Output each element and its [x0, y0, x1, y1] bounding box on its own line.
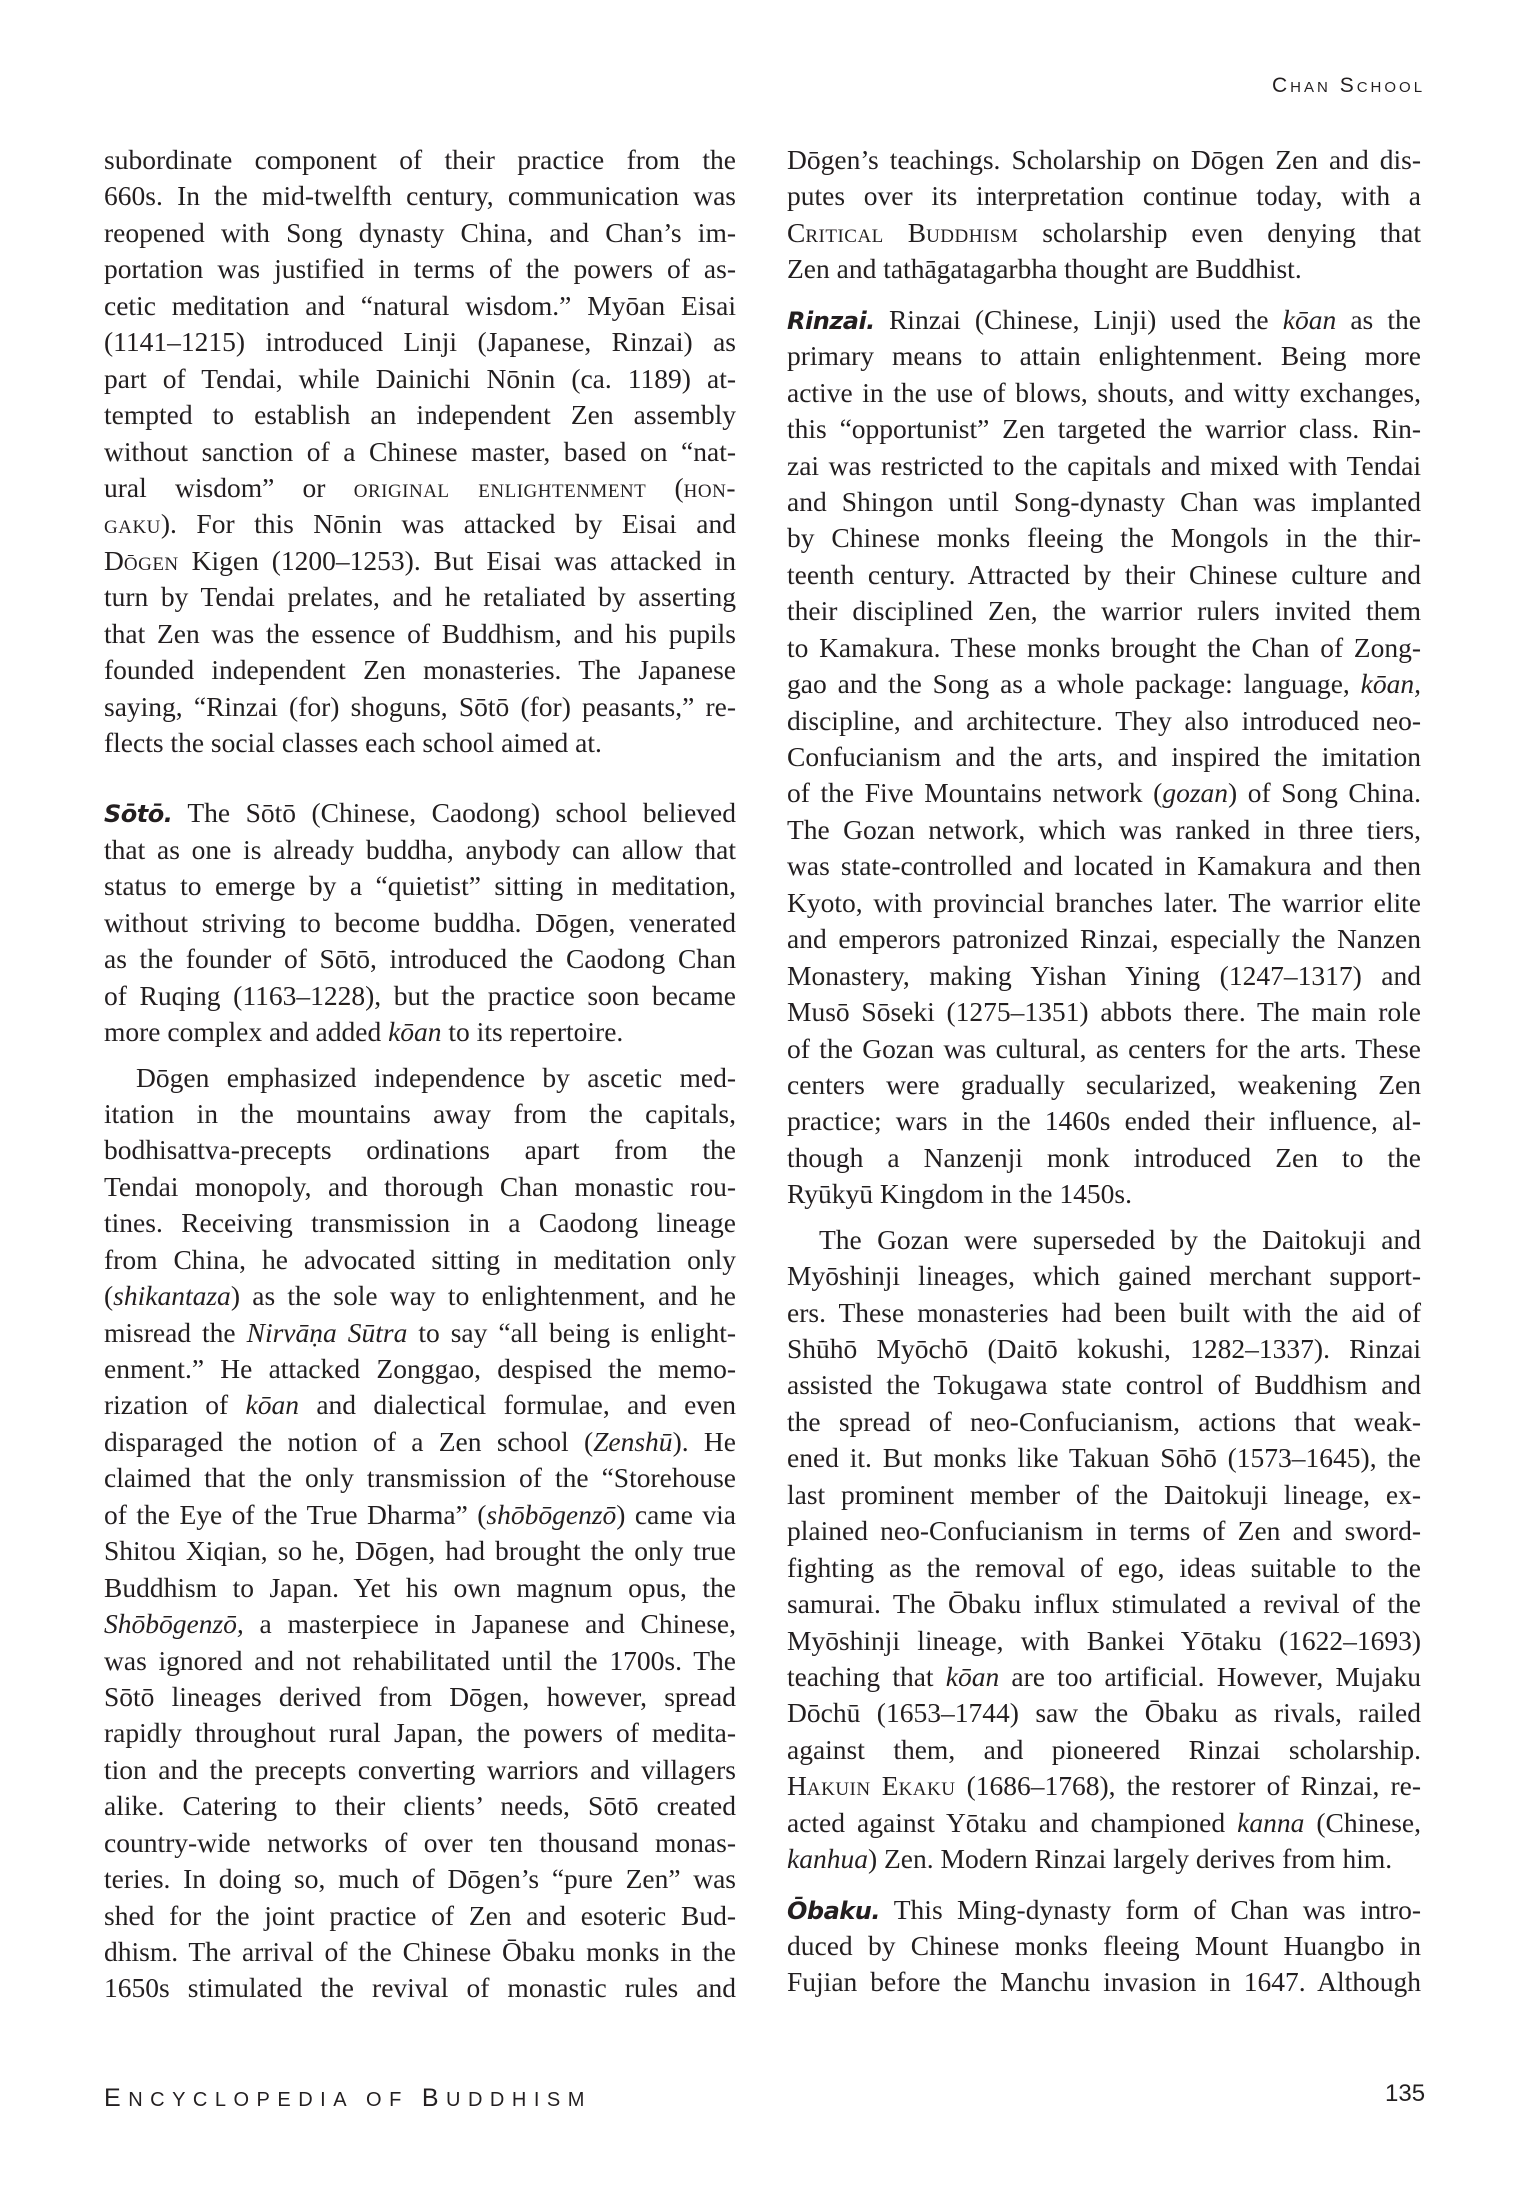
text-line — [104, 1460, 736, 1496]
text-run: tines. Receiving transmission in a Caodong lineage — [104, 1207, 736, 1239]
text-line — [104, 178, 736, 214]
left-column — [104, 142, 736, 2007]
text-line — [787, 1440, 1421, 1476]
paragraph-spacer — [104, 761, 736, 795]
text-run: Confucianism and the arts, and inspired the imitation — [787, 741, 1421, 772]
footer-book-title — [104, 2084, 592, 2113]
section-heading: Sōtō. — [104, 800, 173, 829]
text-line — [104, 288, 736, 324]
italic-term: gozan — [1162, 777, 1229, 809]
text-run: Myōshinji lineages, which gained merchant support- — [787, 1260, 1421, 1292]
section-rinzai — [787, 302, 1421, 1213]
text-run: dhism. The arrival of the Chinese Ōbaku monks in the — [104, 1936, 736, 1967]
text-run: though a Nanzenji monk introduced Zen to the — [787, 1141, 1421, 1173]
text-line — [787, 1513, 1421, 1549]
text-line — [787, 178, 1421, 214]
text-run: more complex and added — [104, 1016, 389, 1048]
text-run: to Kamakura. These monks brought the Chan of Zong- — [787, 631, 1421, 663]
text-run: was state-controlled and located in Kamakura and then — [787, 850, 1421, 882]
text-line — [787, 375, 1421, 411]
paragraph-spacer — [787, 1213, 1421, 1222]
text-run: Shūhō Myōchō (Daitō kokushi, 1282–1337). Rinzai — [787, 1333, 1421, 1364]
text-line — [104, 1387, 736, 1423]
text-run: shed for the joint practice of Zen and esoteric Bud- — [104, 1899, 736, 1931]
text-line — [787, 1695, 1421, 1731]
footer-title-rest: NCYCLOPEDIA — [128, 2089, 353, 2111]
text-run: Dōgen’s teachings. Scholarship on Dōgen Zen and dis- — [787, 144, 1421, 175]
text-line — [104, 1715, 736, 1751]
italic-term: kanhua — [787, 1843, 868, 1875]
text-line — [104, 1679, 736, 1715]
text-run: Dōchū (1653–1744) saw the Ōbaku as rivals, railed — [787, 1697, 1421, 1729]
text-line — [787, 1586, 1421, 1622]
italic-term: shōbōgenzō — [486, 1498, 617, 1530]
text-run: D — [104, 544, 124, 576]
text-run: ( — [104, 1280, 114, 1312]
text-line — [787, 1928, 1421, 1964]
text-line — [787, 1805, 1421, 1841]
text-run: Kigen (1200–1253). But Eisai was attacked in — [178, 544, 736, 576]
text-run: turn by Tendai prelates, and he retaliated by asserting — [104, 581, 736, 613]
text-run: (Chinese, — [1304, 1806, 1421, 1838]
text-run: The Gozan network, which was ranked in three tiers, — [787, 813, 1421, 845]
text-line — [104, 1970, 736, 2006]
text-run: to its repertoire. — [441, 1016, 624, 1048]
text-run: of the Five Mountains network ( — [787, 777, 1163, 809]
text-line — [787, 1892, 1421, 1928]
text-run: Zen and tathāgatagarbha thought are Buddhist. — [787, 253, 1302, 285]
text-run: ). For this Nōnin was attacked by Eisai and — [160, 508, 736, 540]
text-run: acted against Yōtaku and championed — [787, 1806, 1238, 1838]
text-line — [104, 1315, 736, 1351]
text-line — [787, 1623, 1421, 1659]
text-line — [104, 251, 736, 287]
text-run: alike. Catering to their clients’ needs, Sōtō created — [104, 1790, 736, 1822]
text-run: scholarship even denying that — [1018, 216, 1421, 248]
text-line — [787, 885, 1421, 921]
text-run: Buddhism to Japan. Yet his own magnum opus, the — [104, 1571, 736, 1603]
cross-reference: uddhism — [926, 216, 1019, 248]
text-run: Fujian before the Manchu invasion in 1647. Although — [787, 1966, 1421, 1998]
running-head-word: School — [1339, 74, 1426, 97]
text-run: claimed that the only transmission of the “Storehouse — [104, 1462, 736, 1494]
text-run: cetic meditation and “natural wisdom.” Myōan Eisai — [104, 289, 736, 321]
text-line — [104, 1278, 736, 1314]
text-run: ers. These monasteries had been built with the aid of — [787, 1296, 1421, 1328]
text-line — [787, 666, 1421, 702]
text-line — [104, 470, 736, 506]
text-line — [787, 302, 1421, 338]
text-line — [787, 958, 1421, 994]
text-run: ural wisdom” or — [104, 471, 354, 503]
text-run: reopened with Song dynasty China, and Chan’s im- — [104, 216, 736, 248]
text-run: centers were gradually secularized, weakening Zen — [787, 1068, 1421, 1100]
text-line — [787, 448, 1421, 484]
text-run: C — [787, 216, 806, 248]
text-line — [787, 1477, 1421, 1513]
italic-term: Nirvāṇa Sūtra — [246, 1316, 408, 1348]
text-line — [787, 630, 1421, 666]
text-line — [104, 1351, 736, 1387]
text-line — [104, 1424, 736, 1460]
text-run: country-wide networks of over ten thousand monas- — [104, 1826, 736, 1858]
text-run: teaching that — [787, 1660, 946, 1692]
text-line — [787, 1732, 1421, 1768]
text-line — [787, 557, 1421, 593]
italic-term: Zenshū — [593, 1425, 673, 1457]
text-run: Kyoto, with provincial branches later. The warrior elite — [787, 886, 1421, 918]
text-run: subordinate component of their practice from the — [104, 144, 736, 175]
text-line — [787, 848, 1421, 884]
text-line — [104, 1570, 736, 1606]
text-run: that as one is already buddha, anybody can allow that — [104, 833, 736, 865]
text-line — [104, 1643, 736, 1679]
text-run: ) came via — [616, 1498, 736, 1530]
italic-term: kōan — [245, 1389, 299, 1421]
text-line — [104, 1014, 736, 1050]
text-run: (1686–1768), the restorer of Rinzai, re- — [955, 1770, 1421, 1802]
text-run: without striving to become buddha. Dōgen, venerated — [104, 906, 736, 938]
text-run: last prominent member of the Daitokuji lineage, ex- — [787, 1478, 1421, 1510]
text-run: ened it. But monks like Takuan Sōhō (1573–1645), the — [787, 1442, 1421, 1474]
text-run: fighting as the removal of ego, ideas suitable to the — [787, 1551, 1421, 1583]
cross-reference: akuin — [806, 1770, 871, 1802]
text-run: Sōtō lineages derived from Dōgen, however, spread — [104, 1680, 736, 1712]
text-run: as the founder of Sōtō, introduced the Caodong Chan — [104, 943, 736, 975]
text-line — [787, 1659, 1421, 1695]
text-line — [787, 812, 1421, 848]
paragraph-spacer — [787, 288, 1421, 302]
running-head-word: Chan — [1272, 74, 1331, 97]
right-column — [787, 142, 1421, 2001]
text-run: of Ruqing (1163–1228), but the practice soon became — [104, 979, 736, 1011]
footer-title-rest: UDDHISM — [446, 2089, 592, 2111]
text-line — [104, 1898, 736, 1934]
text-run: that Zen was the essence of Buddhism, and his pupils — [104, 617, 736, 649]
section-ōbaku — [787, 1892, 1421, 2001]
text-line — [104, 1205, 736, 1241]
section-heading: Rinzai. — [787, 306, 875, 335]
text-run: and emperors patronized Rinzai, especially the Nanzen — [787, 923, 1421, 955]
italic-term: kanna — [1237, 1806, 1305, 1838]
text-line — [104, 361, 736, 397]
text-run: B — [883, 216, 927, 248]
paragraph — [787, 1222, 1421, 1878]
text-run: a masterpiece in Japanese and Chinese, — [243, 1608, 736, 1640]
footer-title-initial: E — [104, 2084, 129, 2112]
italic-term: Shōbōgenzō, — [104, 1608, 244, 1640]
text-run: This Ming-dynasty form of Chan was intro- — [879, 1893, 1421, 1925]
text-line — [104, 1861, 736, 1897]
text-line — [787, 1031, 1421, 1067]
text-line — [787, 1140, 1421, 1176]
page-number: 135 — [1385, 2080, 1426, 2107]
italic-term: kōan, — [1360, 668, 1421, 700]
italic-term: kōan — [945, 1660, 1000, 1692]
text-run: their disciplined Zen, the warrior rulers invited them — [787, 595, 1421, 627]
text-line — [787, 593, 1421, 629]
text-run: discipline, and architecture. They also introduced neo- — [787, 704, 1421, 736]
text-line — [104, 689, 736, 725]
text-run: active in the use of blows, shouts, and witty exchanges, — [787, 376, 1421, 408]
text-run: The Gozan were superseded by the Daitokuji and — [819, 1223, 1421, 1255]
text-line — [104, 215, 736, 251]
text-line — [104, 1242, 736, 1278]
running-head — [1272, 74, 1424, 98]
text-run: 660s. In the mid-twelfth century, communication was — [104, 180, 736, 212]
text-line — [787, 142, 1421, 178]
text-run: flects the social classes each school aimed at. — [104, 727, 602, 758]
section-sōtō — [104, 795, 736, 1050]
cross-reference: ōgen — [123, 544, 179, 576]
text-line — [787, 739, 1421, 775]
text-run: ) as the sole way to enlightenment, and he — [230, 1280, 736, 1312]
paragraph-spacer — [104, 1051, 736, 1060]
text-line — [787, 1841, 1421, 1877]
cross-reference: ritical — [805, 216, 884, 248]
section-heading: Ōbaku. — [787, 1896, 880, 1925]
text-line — [104, 1169, 736, 1205]
text-line — [104, 1825, 736, 1861]
text-run: H — [787, 1770, 807, 1802]
text-run: ) Zen. Modern Rinzai largely derives from him. — [867, 1843, 1393, 1875]
text-run: portation was justified in terms of the powers of as- — [104, 253, 736, 285]
text-line — [787, 1295, 1421, 1331]
text-line — [104, 1934, 736, 1970]
text-run: ). He — [672, 1425, 736, 1457]
text-run: 1650s stimulated the revival of monastic rules and — [104, 1972, 736, 2004]
text-run: by Chinese monks fleeing the Mongols in the thir- — [787, 522, 1421, 554]
text-line — [104, 832, 736, 868]
text-run: (1141–1215) introduced Linji (Japanese, Rinzai) as — [104, 326, 736, 358]
text-line — [104, 941, 736, 977]
text-run: and Shingon until Song-dynasty Chan was implanted — [787, 485, 1421, 517]
text-line — [104, 1788, 736, 1824]
text-line — [104, 579, 736, 615]
text-line — [787, 994, 1421, 1030]
text-run: bodhisattva-precepts ordinations apart from the — [104, 1134, 736, 1166]
text-run: Monastery, making Yishan Yining (1247–1317) and — [787, 959, 1421, 991]
cross-reference: hon- — [683, 471, 736, 503]
text-line — [787, 338, 1421, 374]
text-run: duced by Chinese monks fleeing Mount Huangbo in — [787, 1930, 1421, 1961]
text-run: Myōshinji lineage, with Bankei Yōtaku (1622–1693) — [787, 1624, 1421, 1656]
text-run: primary means to attain enlightenment. Being more — [787, 340, 1421, 372]
paragraph — [104, 142, 736, 761]
italic-term: shikantaza — [113, 1280, 231, 1312]
text-run: Rinzai (Chinese, Linji) used the — [874, 303, 1283, 335]
footer-title-initial: OF — [366, 2089, 409, 2111]
text-line — [104, 506, 736, 542]
text-run: the spread of neo-Confucianism, actions that weak- — [787, 1405, 1421, 1437]
footer-title-initial: B — [421, 2084, 447, 2112]
text-run: from China, he advocated sitting in meditation only — [104, 1243, 736, 1275]
text-line — [104, 1606, 736, 1642]
text-run: teries. In doing so, much of Dōgen’s “pure Zen” was — [104, 1863, 736, 1895]
text-line — [787, 1367, 1421, 1403]
text-run: putes over its interpretation continue today, with a — [787, 180, 1421, 212]
text-line — [787, 251, 1421, 287]
text-run: as the — [1336, 303, 1421, 335]
text-line — [104, 434, 736, 470]
text-line — [104, 1533, 736, 1569]
text-line — [104, 1060, 736, 1096]
text-line — [104, 616, 736, 652]
italic-term: kōan — [1282, 303, 1337, 335]
text-run: without sanction of a Chinese master, based on “nat- — [104, 435, 736, 467]
cross-reference: original enlightenment — [353, 471, 647, 503]
paragraph — [787, 142, 1421, 288]
text-line — [787, 520, 1421, 556]
text-line — [787, 1067, 1421, 1103]
text-run: enment.” He attacked Zonggao, despised the memo- — [104, 1353, 736, 1384]
text-run: E — [870, 1770, 899, 1802]
text-line — [787, 411, 1421, 447]
cross-reference: kaku — [898, 1770, 956, 1802]
text-line — [104, 1752, 736, 1788]
text-run: rapidly throughout rural Japan, the powers of medita- — [104, 1717, 736, 1749]
text-run: of the Eye of the True Dharma” ( — [104, 1498, 487, 1530]
text-run: ( — [646, 471, 684, 503]
text-line — [787, 1176, 1421, 1212]
text-run: Dōgen emphasized independence by ascetic med- — [136, 1061, 736, 1093]
text-run: samurai. The Ōbaku influx stimulated a revival of the — [787, 1588, 1421, 1620]
text-line — [104, 905, 736, 941]
text-run: teenth century. Attracted by their Chinese culture and — [787, 558, 1421, 590]
text-run: practice; wars in the 1460s ended their influence, al- — [787, 1105, 1421, 1137]
text-run: part of Tendai, while Dainichi Nōnin (ca. 1189) at- — [104, 362, 736, 394]
text-run: saying, “Rinzai (for) shoguns, Sōtō (for) peasants,” re- — [104, 690, 736, 722]
text-run: founded independent Zen monasteries. The Japanese — [104, 654, 736, 686]
text-run: zai was restricted to the capitals and mixed with Tendai — [787, 449, 1421, 481]
text-line — [104, 1132, 736, 1168]
text-line — [787, 215, 1421, 251]
text-line — [104, 868, 736, 904]
text-run: of the Gozan was cultural, as centers for the arts. These — [787, 1032, 1421, 1064]
text-run: rization of — [104, 1389, 246, 1421]
text-line — [104, 978, 736, 1014]
text-run: Tendai monopoly, and thorough Chan monastic rou- — [104, 1170, 736, 1202]
paragraph-spacer — [787, 1878, 1421, 1892]
text-run: misread the — [104, 1316, 247, 1348]
text-line — [787, 1964, 1421, 2000]
text-run: assisted the Tokugawa state control of Buddhism and — [787, 1369, 1421, 1401]
text-run: are too artificial. However, Mujaku — [999, 1660, 1421, 1692]
text-line — [104, 142, 736, 178]
paragraph — [104, 1060, 736, 2007]
text-line — [104, 652, 736, 688]
text-run: disparaged the notion of a Zen school ( — [104, 1425, 594, 1457]
text-line — [104, 1096, 736, 1132]
text-line — [104, 795, 736, 831]
text-line — [787, 1404, 1421, 1440]
text-run: Musō Sōseki (1275–1351) abbots there. The main role — [787, 996, 1421, 1028]
text-run: to say “all being is enlight- — [407, 1316, 737, 1348]
text-run: this “opportunist” Zen targeted the warrior class. Rin- — [787, 413, 1421, 445]
text-line — [104, 1497, 736, 1533]
text-line — [104, 543, 736, 579]
text-line — [104, 725, 736, 761]
text-line — [787, 1222, 1421, 1258]
text-line — [787, 1103, 1421, 1139]
text-line — [787, 921, 1421, 957]
text-run: status to emerge by a “quietist” sitting in meditation, — [104, 870, 736, 902]
text-run: Shitou Xiqian, so he, Dōgen, had brought the only true — [104, 1535, 736, 1567]
text-run: The Sōtō (Chinese, Caodong) school believed — [172, 797, 736, 829]
text-run: itation in the mountains away from the capitals, — [104, 1097, 736, 1129]
text-line — [104, 397, 736, 433]
text-run: ) of Song China. — [1228, 777, 1421, 809]
text-line — [787, 1258, 1421, 1294]
text-line — [787, 1768, 1421, 1804]
text-run: plained neo-Confucianism in terms of Zen and sword- — [787, 1515, 1421, 1547]
text-run: gao and the Song as a whole package: language, — [787, 668, 1361, 700]
text-line — [787, 703, 1421, 739]
text-line — [787, 484, 1421, 520]
text-run: tempted to establish an independent Zen assembly — [104, 399, 736, 431]
text-line — [787, 1550, 1421, 1586]
text-run: Ryūkyū Kingdom in the 1450s. — [787, 1178, 1132, 1210]
text-line — [104, 324, 736, 360]
cross-reference: gaku — [104, 508, 161, 540]
text-line — [787, 1331, 1421, 1367]
italic-term: kōan — [388, 1016, 442, 1048]
text-run: against them, and pioneered Rinzai scholarship. — [787, 1733, 1421, 1765]
text-run: tion and the precepts converting warriors and villagers — [104, 1753, 736, 1785]
text-run: and dialectical formulae, and even — [299, 1389, 736, 1421]
text-line — [787, 775, 1421, 811]
text-run: was ignored and not rehabilitated until the 1700s. The — [104, 1644, 736, 1676]
